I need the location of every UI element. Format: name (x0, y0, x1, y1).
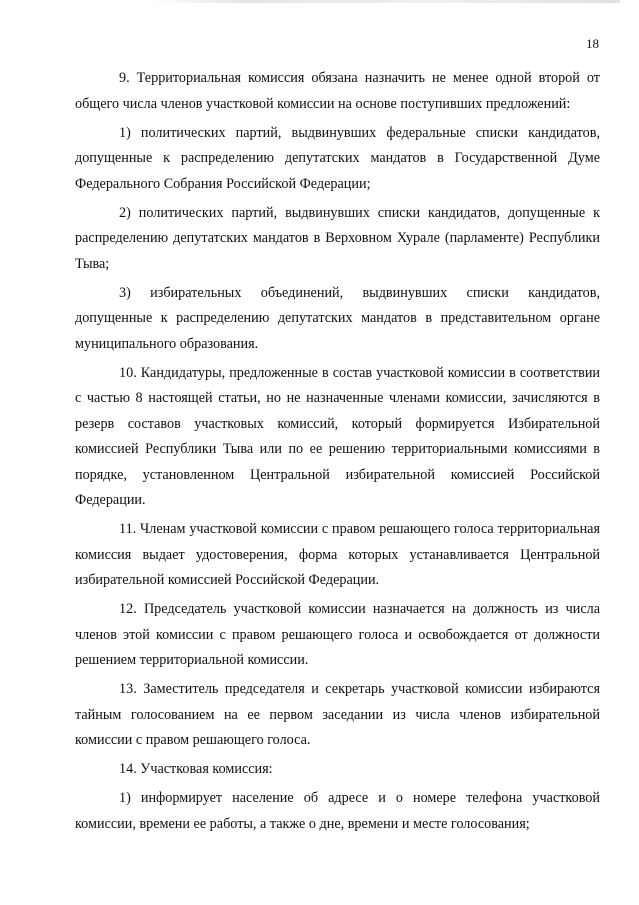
paragraph-14: 14. Участковая комиссия: (119, 761, 273, 777)
paragraph-9-item-3: 3) избирательных объединений, выдвинувших списки кандидатов, допущенные к распределению депутатских мандатов в представительном органе муниципального образования. (75, 284, 600, 352)
paragraph-10: 10. Кандидатуры, предложенные в состав участковой комиссии в соответствии с частью 8 настоящей статьи, но не назначенные членами комиссии, зачисляются в резерв составов участковых комиссий, который формируется Избирательной комиссией Республики Тыва или по ее решению территориальными комиссиями в порядке, установленном Центральной избирательной комиссией Российской Федерации. (75, 364, 600, 508)
page-number: 18 (586, 36, 599, 51)
document-body (75, 66, 600, 841)
paragraph-9-item-2: 2) политических партий, выдвинувших списки кандидатов, допущенные к распределению депутатских мандатов в Верховном Хурале (парламенте) Республики Тыва; (75, 204, 600, 272)
paragraph-12: 12. Председатель участковой комиссии назначается на должность из числа членов этой комиссии с правом решающего голоса и освобождается от должности решением территориальной комиссии. (75, 601, 600, 668)
scan-edge-artifact (150, 0, 620, 3)
paragraph-11: 11. Членам участковой комиссии с правом решающего голоса территориальная комиссия выдает удостоверения, форма которых устанавливается Центральной избирательной комиссией Российской Федерации. (75, 521, 600, 588)
paragraph-9-item-1: 1) политических партий, выдвинувших федеральные списки кандидатов, допущенные к распределению депутатских мандатов в Государственной Думе Федерального Собрания Российской Федерации; (75, 124, 600, 192)
paragraph-9: 9. Территориальная комиссия обязана назначить не менее одной второй от общего числа членов участковой комиссии на основе поступивших предложений: (75, 70, 600, 112)
paragraph-14-item-1: 1) информирует население об адресе и о номере телефона участковой комиссии, времени ее работы, а также о дне, времени и месте голосования; (75, 790, 600, 832)
paragraph-13: 13. Заместитель председателя и секретарь участковой комиссии избираются тайным голосованием на ее первом заседании из числа членов избирательной комиссии с правом решающего голоса. (75, 681, 600, 748)
